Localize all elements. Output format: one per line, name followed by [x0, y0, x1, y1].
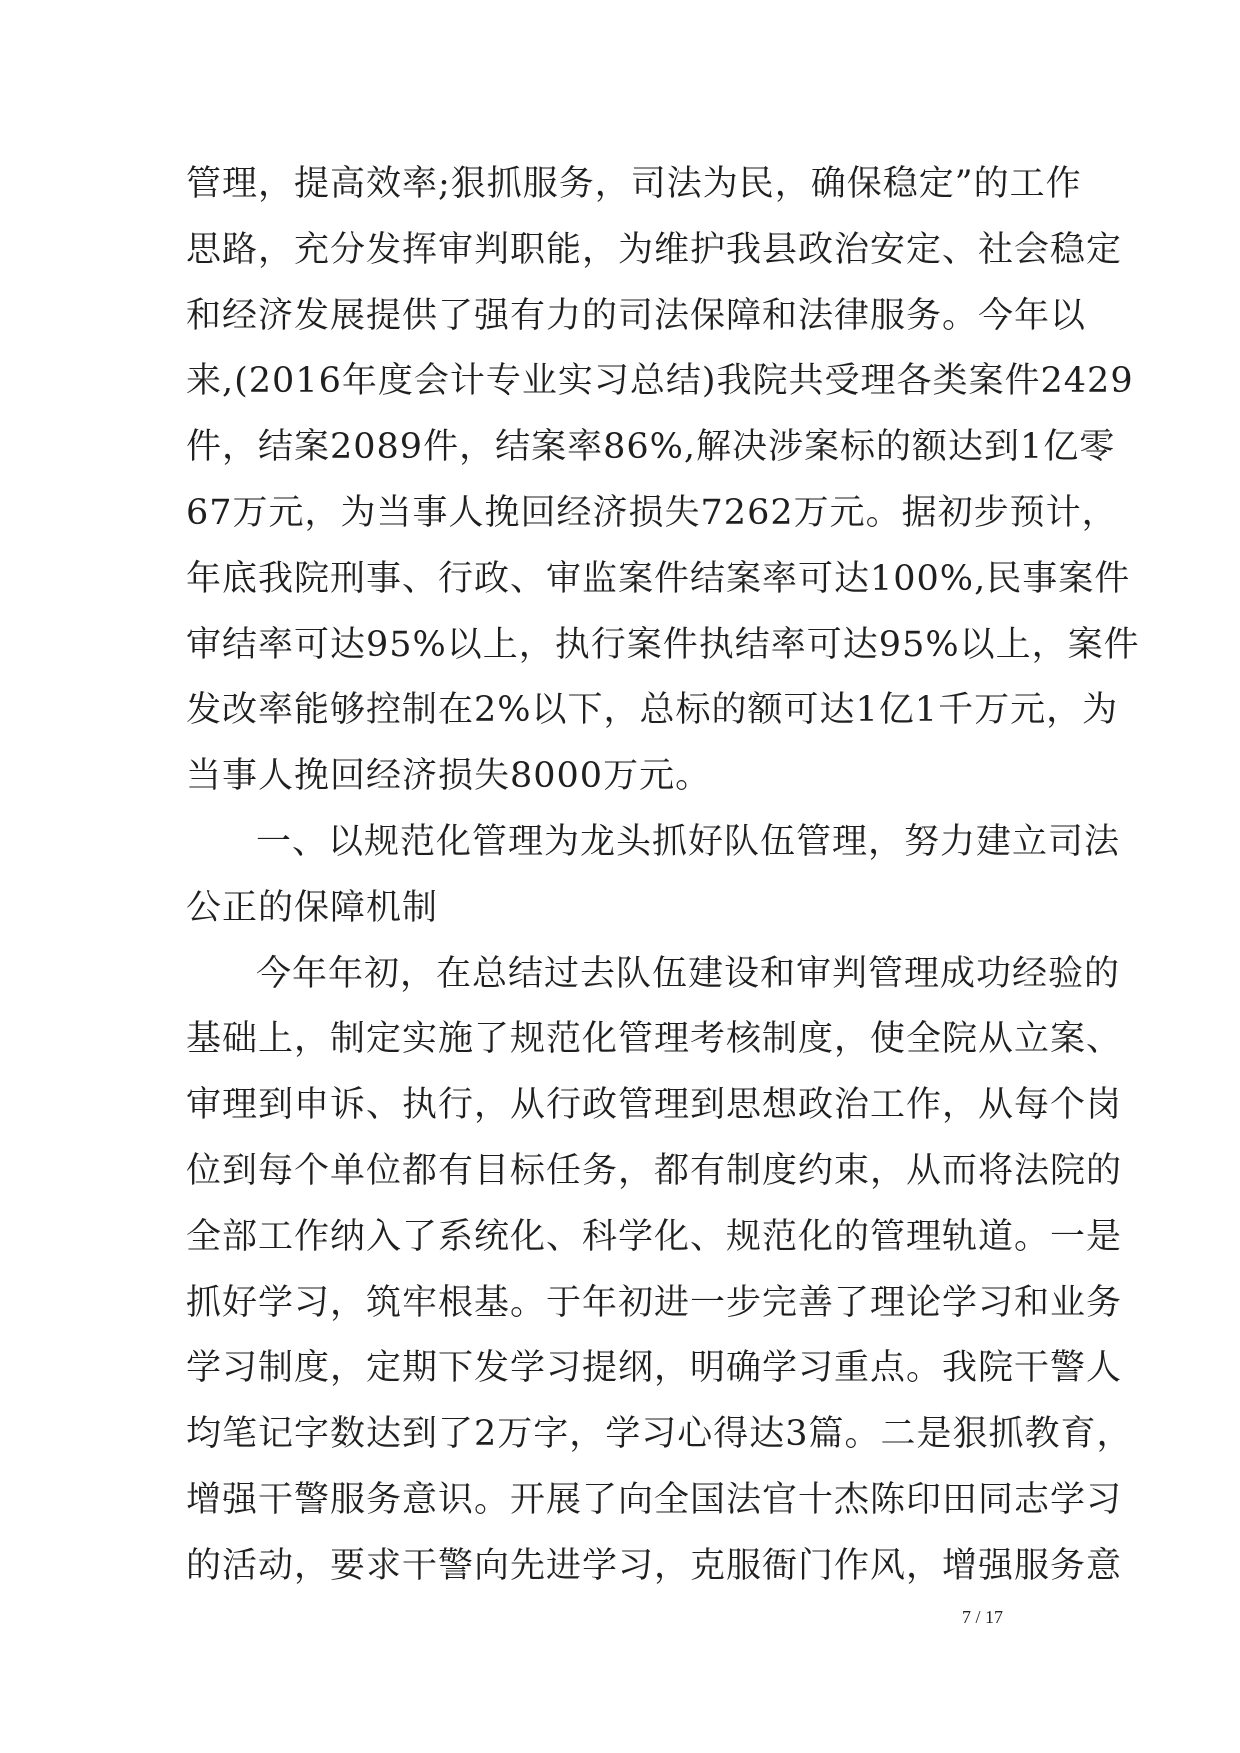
- text-line-10: 当事人挽回经济损失8000万元。: [186, 756, 712, 797]
- text-line-14: 基础上，制定实施了规范化管理考核制度，使全院从立案、: [186, 1019, 1123, 1060]
- text-line-17: 全部工作纳入了系统化、科学化、规范化的管理轨道。一是: [186, 1216, 1123, 1257]
- text-line-1: 管理，提高效率;狠抓服务，司法为民，确保稳定”的工作: [186, 164, 1082, 204]
- text-line-18: 抓好学习，筑牢根基。于年初进一步完善了理论学习和业务: [186, 1282, 1123, 1323]
- document-body: [186, 152, 1140, 1600]
- text-line-21: 增强干警服务意识。开展了向全国法官十杰陈印田同志学习: [186, 1479, 1123, 1520]
- text-line-22: 的活动，要求干警向先进学习，克服衙门作风，增强服务意: [186, 1545, 1123, 1586]
- text-line-4: 来,(2016年度会计专业实习总结)我院共受理各类案件2429: [186, 361, 1134, 402]
- text-line-13: 今年年初，在总结过去队伍建设和审判管理成功经验的: [256, 953, 1121, 994]
- section-heading-line-1: 一、以规范化管理为龙头抓好队伍管理，努力建立司法: [256, 821, 1121, 862]
- text-line-19: 学习制度，定期下发学习提纲，明确学习重点。我院干警人: [186, 1348, 1123, 1389]
- text-line-2: 思路，充分发挥审判职能，为维护我县政治安定、社会稳定: [186, 229, 1123, 270]
- text-line-16: 位到每个单位都有目标任务，都有制度约束，从而将法院的: [186, 1150, 1123, 1191]
- text-line-20: 均笔记字数达到了2万字，学习心得达3篇。二是狠抓教育，: [186, 1414, 1133, 1455]
- text-line-8: 审结率可达95%以上，执行案件执结率可达95%以上，案件: [186, 624, 1140, 665]
- text-line-3: 和经济发展提供了强有力的司法保障和法律服务。今年以: [186, 295, 1087, 336]
- text-line-15: 审理到申诉、执行，从行政管理到思想政治工作，从每个岗: [186, 1085, 1123, 1126]
- section-heading-line-2: 公正的保障机制: [186, 887, 439, 928]
- text-line-6: 67万元，为当事人挽回经济损失7262万元。据初步预计，: [186, 492, 1118, 533]
- text-line-5: 件，结案2089件，结案率86%,解决涉案标的额达到1亿零: [186, 427, 1116, 468]
- text-line-7: 年底我院刑事、行政、审监案件结案率可达100%,民事案件: [186, 558, 1131, 599]
- page-number: 7 / 17: [962, 1607, 1004, 1627]
- text-line-9: 发改率能够控制在2%以下，总标的额可达1亿1千万元，为: [186, 690, 1119, 731]
